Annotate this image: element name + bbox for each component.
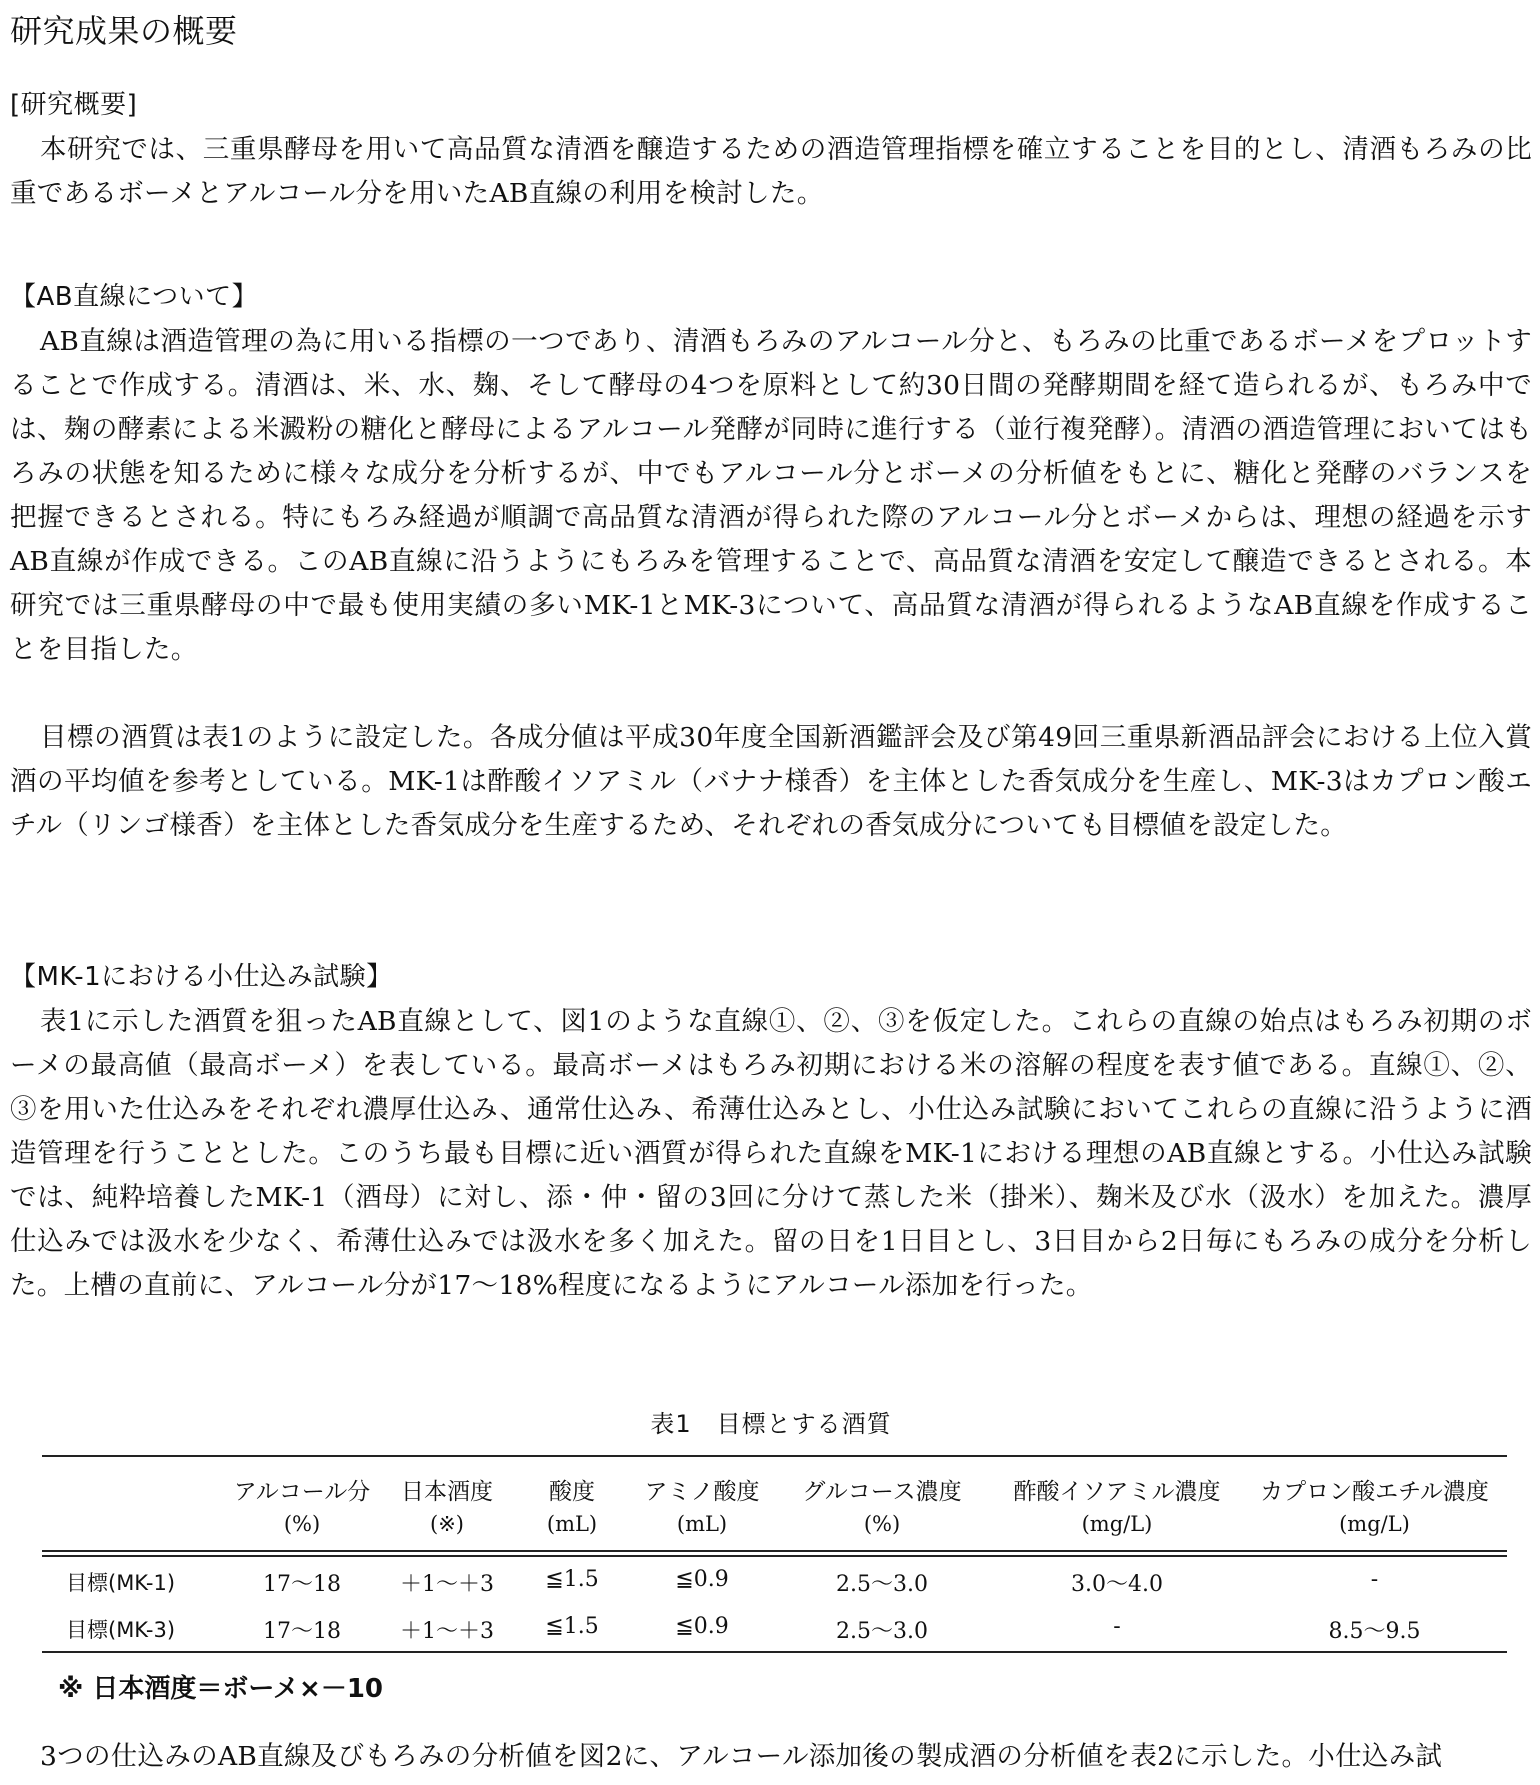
section-heading-ab-line: 【AB直線について】 xyxy=(10,282,259,312)
table-caption: 表1 目標とする酒質 xyxy=(650,1410,892,1438)
column-header-acidity xyxy=(522,1473,622,1536)
table-rule-header xyxy=(42,1550,1507,1552)
column-unit: (mL) xyxy=(546,1512,598,1536)
cell-mk3-nihonshudo: ＋1～＋3 xyxy=(400,1619,494,1644)
cell-mk1-isoamyl-acetate: 3.0～4.0 xyxy=(1071,1572,1163,1597)
cell-mk1-glucose: 2.5～3.0 xyxy=(836,1572,928,1597)
cell-mk3-acidity: ≦1.5 xyxy=(545,1614,599,1639)
paragraph-closing: 3つの仕込みのAB直線及びもろみの分析値を図2に、アルコール添加後の製成酒の分析値を表2に示した。小仕込み試 xyxy=(40,1741,1443,1772)
paragraph-ab-line-1: AB直線は酒造管理の為に用いる指標の一つであり、清酒もろみのアルコール分と、もろみの比重であるボーメをプロットすることで作成する。清酒は、米、水、麹、そして酵母の4つを原料として約30日間の発酵期間を経て造られるが、もろみ中では、麹の酵素による米澱粉の糖化と酵母によるアルコール発酵が同時に進行する（並行複発酵）。清酒の酒造管理においてはもろみの状態を知るために様々な成分を分析するが、中でもアルコール分とボーメの分析値をもとに、糖化と発酵のバランスを把握できるとされる。特にもろみ経過が順調で高品質な清酒が得られた際のアルコール分とボーメからは、理想の経過を示すAB直線が作成できる。このAB直線に沿うようにもろみを管理することで、高品質な清酒を安定して醸造できるとされる。本研究では三重県酵母の中で最も使用実績の多いMK-1とMK-3について、高品質な清酒が得られるようなAB直線を作成することを目指した。 xyxy=(10,326,1532,665)
cell-mk1-amino-acidity: ≦0.9 xyxy=(675,1567,729,1592)
paragraph-ab-line-2: 目標の酒質は表1のように設定した。各成分値は平成30年度全国新酒鑑評会及び第49回三重県新酒品評会における上位入賞酒の平均値を参考としている。MK-1は酢酸イソアミル（バナナ様香）を主体とした香気成分を生産し、MK-3はカプロン酸エチル（リンゴ様香）を主体とした香気成分を生産するため、それぞれの香気成分についても目標値を設定した。 xyxy=(10,722,1532,841)
row-label-mk3: 目標(MK-3) xyxy=(66,1618,176,1642)
column-header-glucose xyxy=(782,1473,982,1536)
column-name: 日本酒度 xyxy=(401,1479,493,1505)
table-rule-top xyxy=(42,1455,1507,1457)
table-footnote: ※ 日本酒度＝ボーメ×－10 xyxy=(58,1674,383,1704)
cell-mk1-acidity: ≦1.5 xyxy=(545,1567,599,1592)
section-heading-mk1-test: 【MK-1における小仕込み試験】 xyxy=(10,962,393,992)
column-unit: (%) xyxy=(863,1512,901,1536)
column-name: カプロン酸エチル濃度 xyxy=(1260,1479,1489,1505)
cell-mk1-alcohol: 17～18 xyxy=(263,1572,341,1597)
column-name: グルコース濃度 xyxy=(802,1479,962,1505)
column-unit: (※) xyxy=(430,1512,464,1536)
column-header-isoamyl-acetate xyxy=(997,1473,1237,1536)
table-rule-bottom xyxy=(42,1651,1507,1653)
column-header-ethyl-caproate xyxy=(1242,1473,1507,1536)
cell-mk3-amino-acidity: ≦0.9 xyxy=(675,1614,729,1639)
column-name: 酸度 xyxy=(549,1479,595,1505)
column-name: アミノ酸度 xyxy=(644,1479,760,1505)
column-unit: (mL) xyxy=(676,1512,728,1536)
column-header-alcohol xyxy=(222,1473,382,1536)
column-header-amino-acidity xyxy=(622,1473,782,1536)
row-label-mk1: 目標(MK-1) xyxy=(66,1571,176,1595)
cell-mk3-isoamyl-acetate: - xyxy=(1113,1614,1121,1639)
cell-mk3-glucose: 2.5～3.0 xyxy=(836,1619,928,1644)
paragraph-mk1-test: 表1に示した酒質を狙ったAB直線として、図1のような直線①、②、③を仮定した。これらの直線の始点はもろみ初期のボーメの最高値（最高ボーメ）を表している。最高ボーメはもろみ初期における米の溶解の程度を表す値である。直線①、②、③を用いた仕込みをそれぞれ濃厚仕込み、通常仕込み、希薄仕込みとし、小仕込み試験においてこれらの直線に沿うように酒造管理を行うこととした。このうち最も目標に近い酒質が得られた直線をMK-1における理想のAB直線とする。小仕込み試験では、純粋培養したMK-1（酒母）に対し、添・仲・留の3回に分けて蒸した米（掛米）、麹米及び水（汲水）を加えた。濃厚仕込みでは汲水を少なく、希薄仕込みでは汲水を多く加えた。留の日を1日目とし、3日目から2日毎にもろみの成分を分析した。上槽の直前に、アルコール分が17～18%程度になるようにアルコール添加を行った。 xyxy=(10,1006,1532,1301)
section-heading-overview: [研究概要] xyxy=(10,90,138,120)
column-name: アルコール分 xyxy=(233,1479,371,1505)
table-rule-header-double xyxy=(42,1555,1507,1557)
cell-mk3-ethyl-caproate: 8.5～9.5 xyxy=(1328,1619,1421,1644)
column-header-nihonshudo xyxy=(387,1473,507,1536)
cell-mk3-alcohol: 17～18 xyxy=(263,1619,341,1644)
column-name: 酢酸イソアミル濃度 xyxy=(1013,1479,1221,1505)
column-unit: (%) xyxy=(283,1512,321,1536)
page-title: 研究成果の概要 xyxy=(10,12,238,50)
cell-mk1-ethyl-caproate: - xyxy=(1370,1567,1379,1592)
cell-mk1-nihonshudo: ＋1～＋3 xyxy=(400,1572,494,1597)
paragraph-overview: 本研究では、三重県酵母を用いて高品質な清酒を醸造するための酒造管理指標を確立することを目的とし、清酒もろみの比重であるボーメとアルコール分を用いたAB直線の利用を検討した。 xyxy=(10,134,1532,209)
column-unit: (mg/L) xyxy=(1339,1512,1410,1536)
column-unit: (mg/L) xyxy=(1081,1512,1153,1536)
